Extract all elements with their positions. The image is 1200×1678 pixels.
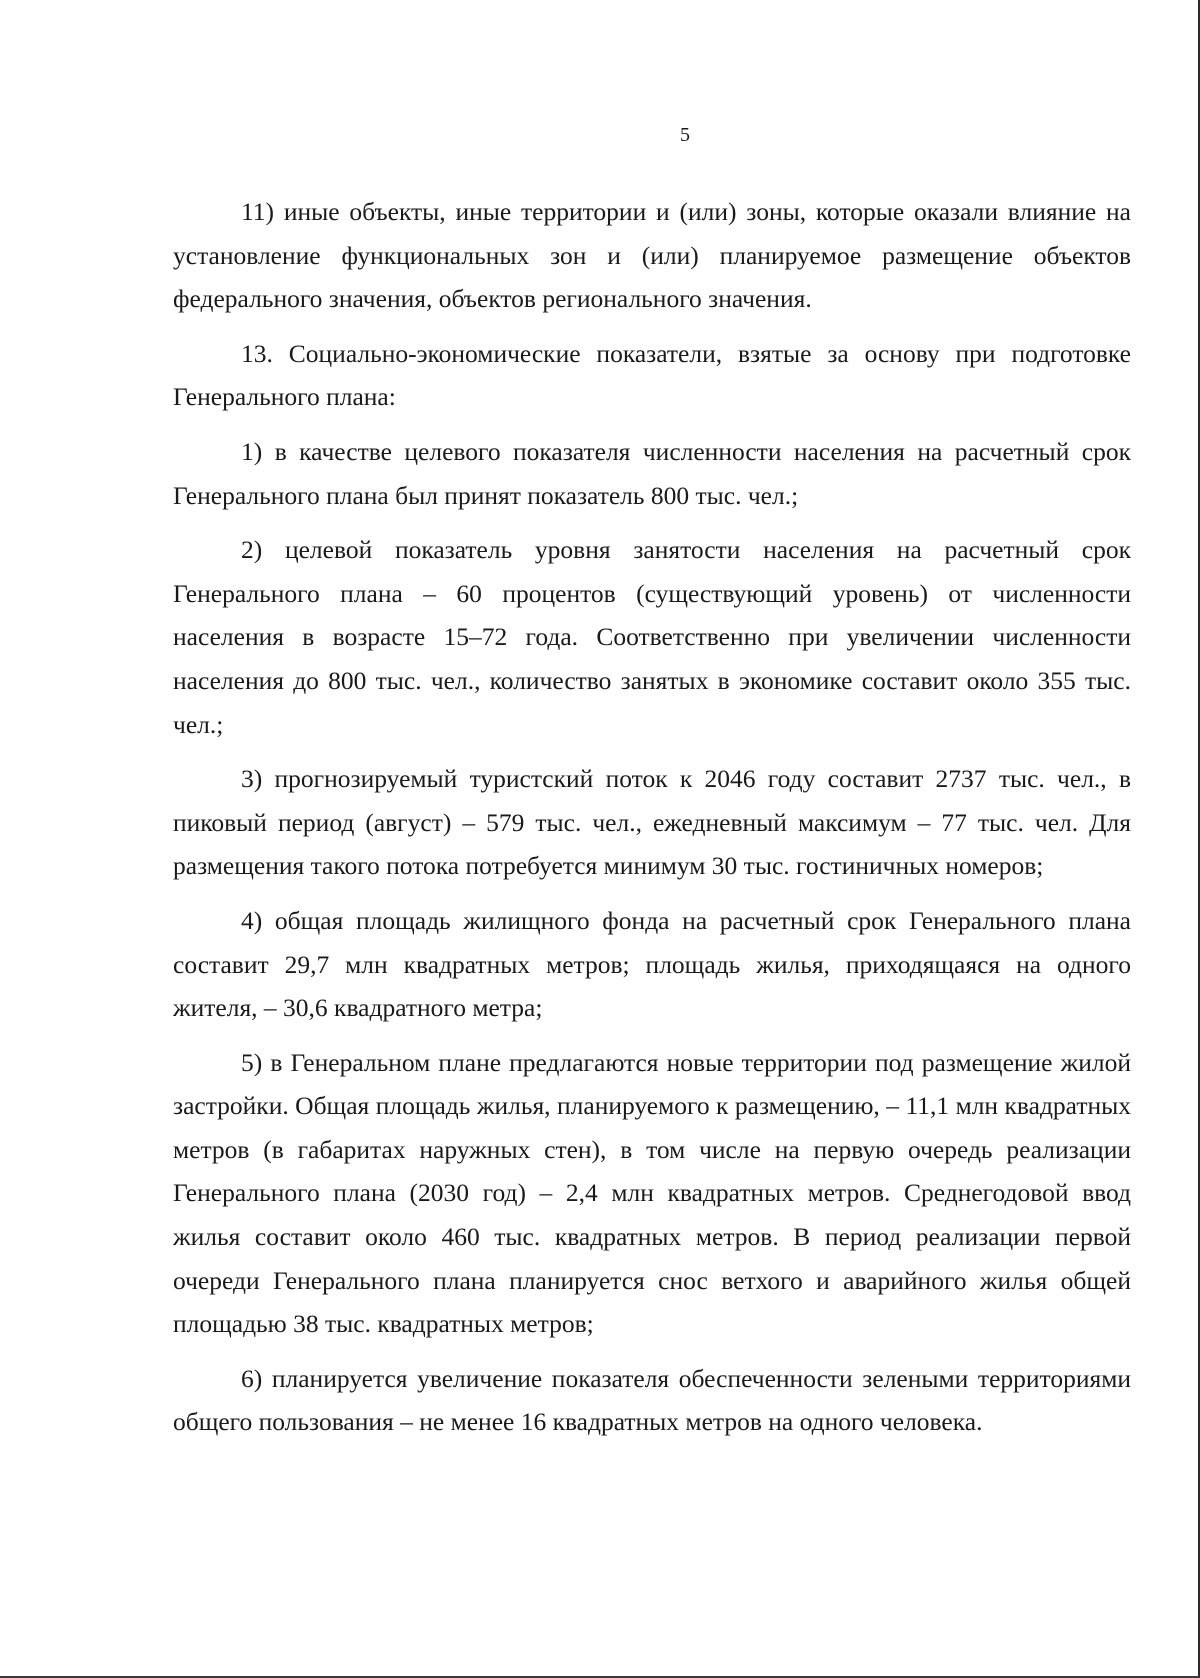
- paragraph-item-1: 1) в качестве целевого показателя численности населения на расчетный срок Генерального плана был принят показатель 800 тыс. чел.;: [173, 436, 1131, 510]
- paragraph-item-4: 4) общая площадь жилищного фонда на расчетный срок Генерального плана составит 29,7 млн квадратных метров; площадь жилья, приходящаяся на одного жителя, – 30,6 квадратного метра;: [173, 905, 1131, 1023]
- document-body: [173, 190, 1131, 1455]
- paragraph-item-6: 6) планируется увеличение показателя обеспеченности зелеными территориями общего пользования – не менее 16 квадратных метров на одного человека.: [173, 1363, 1131, 1437]
- paragraph-section-13: 13. Социально-экономические показатели, взятые за основу при подготовке Генерального плана:: [173, 338, 1131, 412]
- paragraph-item-2: 2) целевой показатель уровня занятости населения на расчетный срок Генерального плана – 60 процентов (существующий уровень) от численности населения в возрасте 15–72 года. Соответственно при увеличении численности населения до 800 тыс. чел., количество занятых в экономике составит около 355 тыс. чел.;: [173, 535, 1131, 739]
- paragraph-item-11: 11) иные объекты, иные территории и (или) зоны, которые оказали влияние на установление функциональных зон и (или) планируемое размещение объектов федерального значения, объектов регионального значения.: [173, 197, 1131, 314]
- page-number: 5: [680, 124, 690, 146]
- paragraph-item-5: 5) в Генеральном плане предлагаются новые территории под размещение жилой застройки. Общая площадь жилья, планируемого к размещению, – 11,1 млн квадратных метров (в габаритах наружных стен), в том числе на первую очередь реализации Генерального плана (2030 год) – 2,4 млн квадратных метров. Среднегодовой ввод жилья составит около 460 тыс. квадратных метров. В период реализации первой очереди Генерального плана планируется снос ветхого и аварийного жилья общей площадью 38 тыс. квадратных метров;: [173, 1047, 1131, 1339]
- paragraph-item-3: 3) прогнозируемый туристский поток к 2046 году составит 2737 тыс. чел., в пиковый период (август) – 579 тыс. чел., ежедневный максимум – 77 тыс. чел. Для размещения такого потока потребуется минимум 30 тыс. гостиничных номеров;: [173, 764, 1131, 881]
